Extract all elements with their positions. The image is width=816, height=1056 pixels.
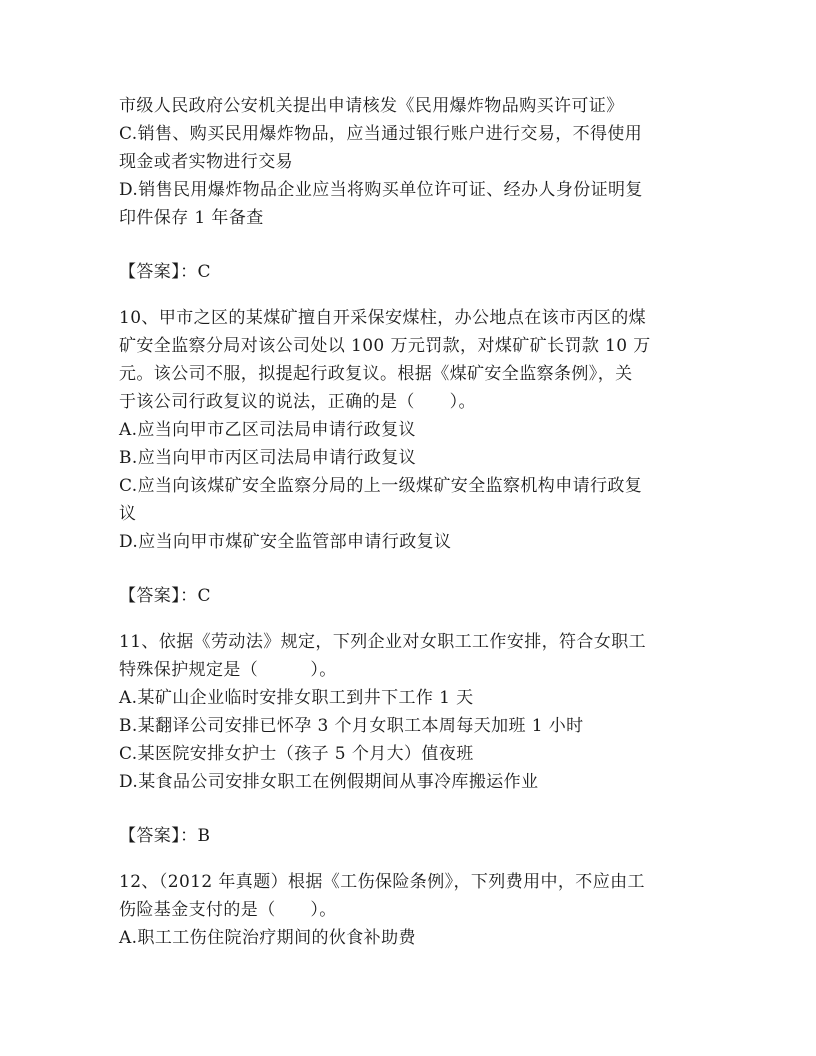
- question-text: 于该公司行政复议的说法，正确的是（ ）。: [119, 392, 476, 412]
- question-11: [119, 628, 691, 796]
- question-12: [119, 868, 691, 952]
- question-text: 11、依据《劳动法》规定，下列企业对女职工工作安排，符合女职工: [119, 632, 647, 652]
- option-c: C.应当向该煤矿安全监察分局的上一级煤矿安全监察机构申请行政复: [119, 476, 643, 496]
- option-c: C.销售、购买民用爆炸物品，应当通过银行账户进行交易，不得使用: [119, 124, 643, 144]
- continued-question: [119, 92, 691, 232]
- question-text: 元。该公司不服，拟提起行政复议。根据《煤矿安全监察条例》，关: [119, 364, 633, 384]
- text-line: 现金或者实物进行交易: [119, 152, 293, 172]
- question-text: 10、甲市之区的某煤矿擅自开采保安煤柱，办公地点在该市丙区的煤: [119, 308, 647, 328]
- option-a: A.应当向甲市乙区司法局申请行政复议: [119, 420, 416, 440]
- question-10: [119, 304, 691, 556]
- text-line: 市级人民政府公安机关提出申请核发《民用爆炸物品购买许可证》: [119, 96, 624, 116]
- question-text: 12、（2012 年真题）根据《工伤保险条例》，下列费用中，不应由工: [119, 872, 645, 892]
- question-text: 特殊保护规定是（ ）。: [119, 660, 337, 680]
- answer-line: 【答案】：B: [119, 826, 211, 846]
- option-c: C.某医院安排女护士（孩子 5 个月大）值夜班: [119, 744, 474, 764]
- answer-line: 【答案】：C: [119, 262, 211, 282]
- question-text: 伤险基金支付的是（ ）。: [119, 900, 337, 920]
- answer-line: 【答案】：C: [119, 586, 211, 606]
- option-c-continued: 议: [119, 504, 137, 524]
- option-a: A.职工工伤住院治疗期间的伙食补助费: [119, 928, 416, 948]
- option-d: D.某食品公司安排女职工在例假期间从事冷库搬运作业: [119, 772, 539, 792]
- option-d: D.应当向甲市煤矿安全监管部申请行政复议: [119, 532, 452, 552]
- question-text: 矿安全监察分局对该公司处以 100 万元罚款，对煤矿矿长罚款 10 万: [119, 336, 651, 356]
- document-page: [119, 92, 691, 952]
- option-b: B.某翻译公司安排已怀孕 3 个月女职工本周每天加班 1 小时: [119, 716, 584, 736]
- option-d: D.销售民用爆炸物品企业应当将购买单位许可证、经办人身份证明复: [119, 180, 643, 200]
- option-b: B.应当向甲市丙区司法局申请行政复议: [119, 448, 417, 468]
- option-a: A.某矿山企业临时安排女职工到井下工作 1 天: [119, 688, 474, 708]
- text-line: 印件保存 1 年备查: [119, 208, 264, 228]
